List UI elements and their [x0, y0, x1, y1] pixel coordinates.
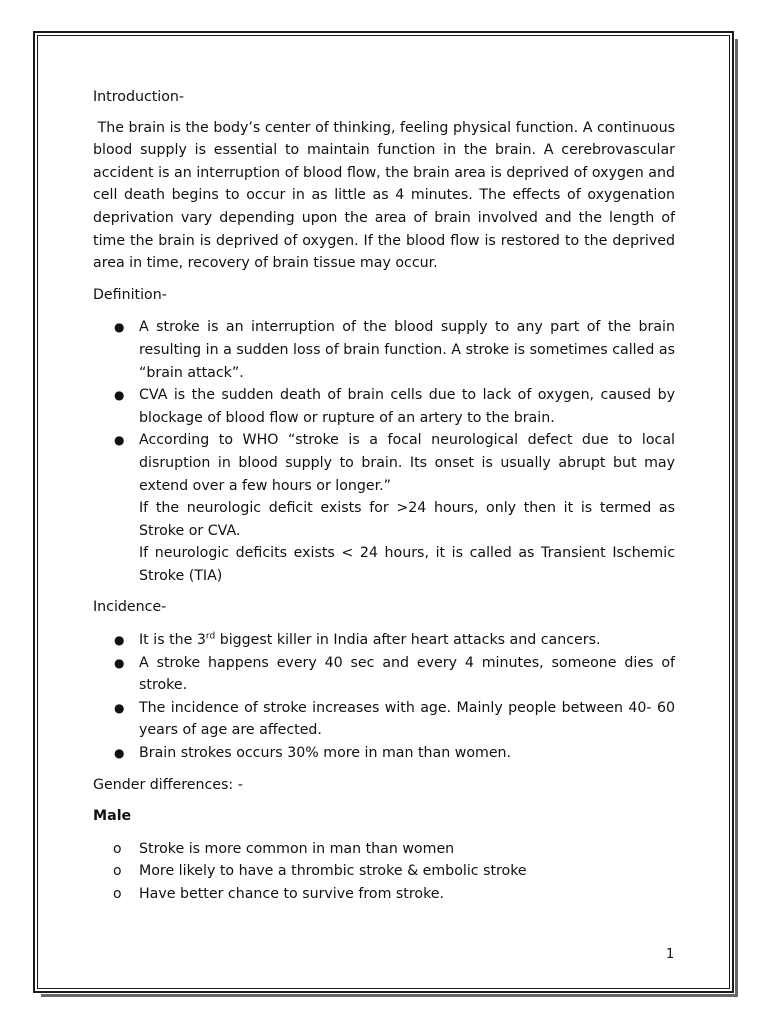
- incidence-item-text: The incidence of stroke increases with age. Mainly people between 40- 60 years of age are affected.: [139, 699, 675, 739]
- incidence-heading: Incidence-: [93, 599, 167, 616]
- male-heading: Male: [93, 808, 132, 825]
- list-item: [114, 742, 675, 765]
- male-list: [93, 838, 675, 906]
- bullet-icon: ●: [114, 433, 125, 448]
- gender-differences-heading: Gender differences: -: [93, 776, 243, 793]
- list-item: [113, 860, 675, 883]
- list-item: [114, 629, 675, 652]
- definition-heading: Definition-: [93, 286, 167, 303]
- incidence-item-suffix: biggest killer in India after heart attacks and cancers.: [215, 632, 601, 649]
- incidence-item-text: [139, 632, 601, 648]
- ordinal-suffix: rd: [205, 631, 216, 642]
- incidence-list: [93, 629, 675, 765]
- introduction-heading: Introduction-: [93, 89, 185, 105]
- list-item: [114, 384, 675, 429]
- list-item: [113, 838, 675, 861]
- page-number: 1: [666, 947, 675, 962]
- male-item-text: Stroke is more common in man than women: [139, 840, 455, 857]
- introduction-paragraph: The brain is the body’s center of thinking, feeling physical function. A continuous blood supply is essential to maintain function in the brain. A cerebrovascular accident is an interruption of blood flow, the brain area is deprived of oxygen and cell death begins to occur in as little as 4 minutes. The effects of oxygenation deprivation vary depending upon the area of brain involved and the length of time the brain is deprived of oxygen. If the blood flow is restored to the deprived area in time, recovery of brain tissue may occur.: [93, 119, 680, 272]
- definition-extra-text: If the neurologic deficit exists for >24 hours, only then it is termed as Stroke or CVA.: [139, 500, 675, 539]
- bullet-icon: ●: [114, 746, 125, 761]
- list-item: [114, 429, 675, 587]
- definition-list: [93, 316, 675, 587]
- incidence-item-text: Brain strokes occurs 30% more in man than women.: [139, 745, 512, 762]
- document-body: [93, 86, 680, 906]
- bullet-icon: ●: [114, 633, 125, 648]
- definition-item-text: A stroke is an interruption of the blood supply to any part of the brain resulting in a sudden loss of brain function. A stroke is sometimes called as “brain attack”.: [139, 319, 675, 381]
- circle-bullet-icon: o: [113, 863, 122, 880]
- circle-bullet-icon: o: [113, 886, 122, 902]
- bullet-icon: ●: [114, 320, 125, 335]
- male-item-text: Have better chance to survive from stroke.: [139, 886, 445, 902]
- circle-bullet-icon: o: [113, 840, 122, 857]
- list-item: [114, 697, 675, 742]
- list-item: [114, 652, 675, 697]
- definition-item-text: CVA is the sudden death of brain cells due to lack of oxygen, caused by blockage of blood flow or rupture of an artery to the brain.: [139, 387, 675, 426]
- list-item: [114, 316, 675, 384]
- definition-extra-text: If neurologic deficits exists < 24 hours, it is called as Transient Ischemic Stroke (TIA): [139, 545, 675, 584]
- bullet-icon: ●: [114, 700, 125, 715]
- bullet-icon: ●: [114, 388, 125, 403]
- incidence-item-prefix: It is the 3: [139, 632, 206, 649]
- list-item: [113, 883, 675, 906]
- definition-item-text: According to WHO “stroke is a focal neurological defect due to local disruption in blood supply to brain. Its onset is usually abrupt but may extend over a few hours or longer.”: [139, 432, 675, 494]
- male-item-text: More likely to have a thrombic stroke & embolic stroke: [139, 863, 527, 880]
- incidence-item-text: A stroke happens every 40 sec and every 4 minutes, someone dies of stroke.: [139, 654, 675, 694]
- bullet-icon: ●: [114, 655, 125, 670]
